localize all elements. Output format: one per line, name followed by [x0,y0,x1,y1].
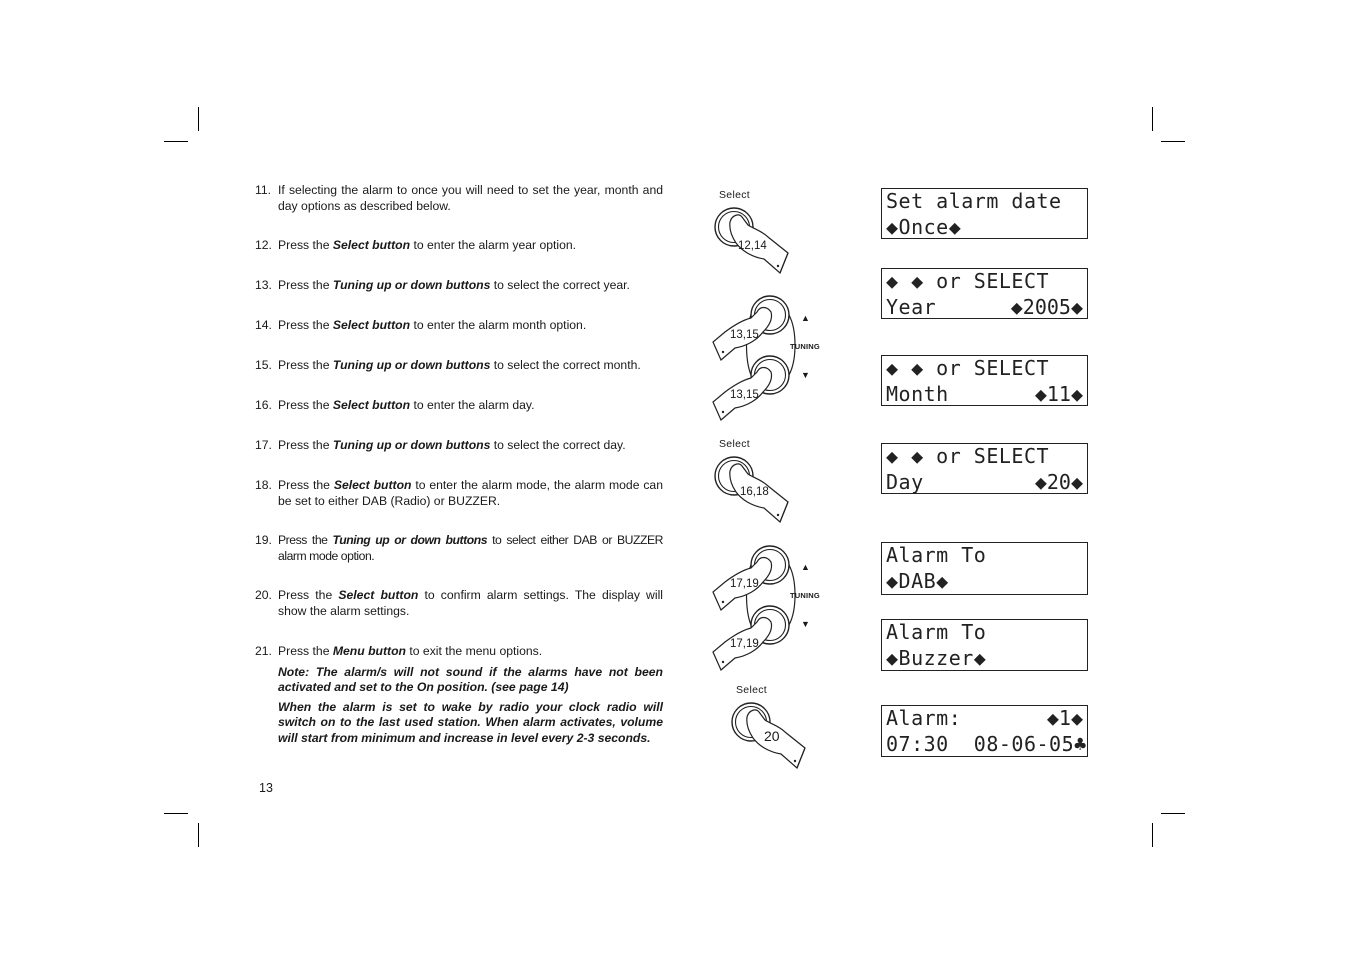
step-number: 21. [255,644,272,658]
up-arrow-icon: ▲ [801,313,810,323]
step-20 [255,588,663,619]
note-text: When the alarm is set to wake by radio your clock radio will switch on to the last used station. When alarm activates, volume will start from minimum and increase in level every 2-3 seconds. [278,699,663,745]
down-arrow-icon: ▼ [801,370,810,380]
step-number: 12. [255,238,272,252]
step-18 [255,478,663,509]
lcd-line-2: Month [886,382,949,406]
step-text: Press the Menu button to exit the menu options. [278,644,543,658]
crop-mark [164,813,188,814]
button-term: Select button [332,398,411,412]
step-12 [255,238,663,254]
lcd-line-1: ◆ ◆ or SELECT [886,444,1050,468]
step-text: Press the Select button to enter the alarm day. [278,398,535,412]
select-label: Select [736,684,767,696]
button-term: Tuning up or down buttons [332,438,491,452]
step-ref-label: 13,15 [730,329,759,341]
select-button-hand-icon [708,203,800,275]
lcd-display-set-alarm-date [881,188,1088,239]
crop-mark [198,107,199,131]
crop-mark [164,141,188,142]
step-text: Press the Select button to enter the alarm mode, the alarm mode can be set to either DAB (Radio) or BUZZER. [278,478,663,508]
step-text: Press the Tuning up or down buttons to select the correct day. [278,438,626,452]
step-14 [255,318,663,334]
step-13 [255,278,663,294]
step-text: Press the Tuning up or down buttons to select either DAB or BUZZER alarm mode option. [278,533,663,563]
lcd-value: ◆20◆ [1034,470,1083,494]
crop-mark [1161,813,1185,814]
lcd-display-alarm-summary [881,705,1088,757]
lcd-line-2: 07:30 08-06-05♣ [886,732,1087,756]
lcd-value: ◆11◆ [1034,382,1083,406]
step-17 [255,438,663,454]
up-arrow-icon: ▲ [801,562,810,572]
step-ref-label: 20 [764,728,780,744]
lcd-line-1: Alarm To [886,543,987,567]
crop-mark [1152,107,1153,131]
down-arrow-icon: ▼ [801,619,810,629]
button-term: Select button [333,478,412,492]
step-number: 11. [255,183,272,197]
step-text: Press the Tuning up or down buttons to select the correct year. [278,278,630,292]
step-19 [255,533,663,564]
step-16 [255,398,663,414]
lcd-line-2: Year [886,295,937,319]
step-text: Press the Select button to enter the alarm month option. [278,318,587,332]
step-number: 18. [255,478,272,492]
step-ref-label: 17,19 [730,638,759,650]
step-number: 16. [255,398,272,412]
step-21 [255,644,663,746]
lcd-display-year [881,268,1088,319]
button-term: Select button [332,318,411,332]
lcd-value: ◆1◆ [1046,706,1083,730]
button-term: Tuning up or down buttons [332,533,488,547]
step-15 [255,358,663,374]
lcd-line-2: ◆DAB◆ [886,569,949,593]
lcd-line-1: Set alarm date [886,189,1062,213]
step-text: If selecting the alarm to once you will need to set the year, month and day options as described below. [278,183,663,213]
lcd-display-day [881,443,1088,494]
step-number: 13. [255,278,272,292]
note-text: Note: The alarm/s will not sound if the alarms have not been activated and set to the On position. (see page 14) [278,664,663,694]
step-text: Press the Select button to confirm alarm settings. The display will show the alarm settings. [278,588,663,618]
select-label: Select [719,438,750,450]
tuning-label: TUNING [790,591,820,600]
tuning-buttons-hand-icon [705,540,805,675]
lcd-line-2: ◆Once◆ [886,215,962,239]
step-ref-label: 16,18 [740,486,769,498]
step-number: 19. [255,533,272,547]
step-number: 17. [255,438,272,452]
page-number: 13 [259,781,273,795]
step-number: 15. [255,358,272,372]
step-ref-label: 13,15 [730,389,759,401]
step-ref-label: 12,14 [738,240,767,252]
button-term: Select button [332,238,411,252]
lcd-display-alarm-buzzer [881,619,1088,671]
lcd-display-alarm-dab [881,542,1088,595]
button-term: Tuning up or down buttons [332,358,491,372]
lcd-line-1: Alarm To [886,620,987,644]
lcd-line-2: Day [886,470,924,494]
step-text: Press the Tuning up or down buttons to select the correct month. [278,358,641,372]
step-ref-label: 17,19 [730,578,759,590]
crop-mark [1161,141,1185,142]
tuning-buttons-hand-icon [705,290,805,425]
lcd-value: ◆2005◆ [1010,295,1083,319]
crop-mark [1152,823,1153,847]
button-term: Menu button [332,644,406,658]
lcd-line-1: ◆ ◆ or SELECT [886,356,1050,380]
lcd-display-month [881,355,1088,406]
button-term: Select button [338,588,419,602]
lcd-line-2: ◆Buzzer◆ [886,646,987,670]
lcd-line-1: Alarm: [886,706,962,730]
lcd-line-1: ◆ ◆ or SELECT [886,269,1050,293]
step-text: Press the Select button to enter the alarm year option. [278,238,577,252]
step-number: 14. [255,318,272,332]
step-11 [255,183,663,214]
tuning-label: TUNING [790,342,820,351]
button-term: Tuning up or down buttons [332,278,491,292]
crop-mark [198,823,199,847]
step-number: 20. [255,588,272,602]
select-label: Select [719,189,750,201]
